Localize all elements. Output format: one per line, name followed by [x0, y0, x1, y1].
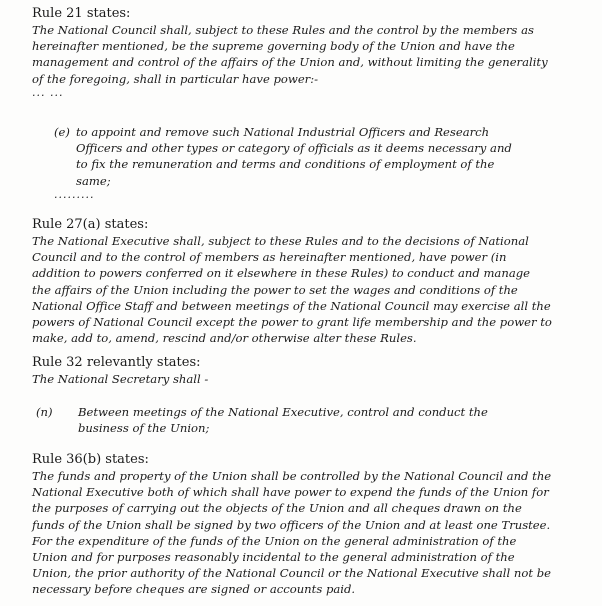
- rule-32-section: [32, 355, 552, 387]
- rule-21-item-e: [54, 124, 514, 201]
- rule-32-item-text: Between meetings of the National Executive, control and conduct the business of the Union;: [78, 405, 488, 436]
- rule-21-item-text: to appoint and remove such National Industrial Officers and Research Officers and other types or category of officials as it deems necessary and to fix the remuneration and terms and conditions of employment of the same;: [76, 125, 512, 188]
- rule-27a-text: The National Executive shall, subject to these Rules and to the decisions of National Council and to the control of members as hereinafter mentioned, have power (in addition to powers conferred on it elsewhere in these Rules) to conduct and manage the affairs of the Union including the power to set the wages and conditions of the National Office Staff and between meetings of the National Council may exercise all the powers of National Council except the power to grant life membership and the power to make, add to, amend, rescind and/or otherwise alter these Rules.: [32, 234, 552, 346]
- rule-36b-heading: Rule 36(b) states:: [32, 452, 149, 467]
- rule-21-ellipsis-after: .........: [54, 187, 95, 201]
- rule-36b-text: The funds and property of the Union shall be controlled by the National Council and the National Executive both of which shall have power to expend the funds of the Union for the purposes of carrying out the objects of the Union and all cheques drawn on the funds of the Union shall be signed by two officers of the Union and at least one Trustee. For the expenditure of the funds of the Union on the general administration of the Union and for purposes reasonably incidental to the general administration of the Union, the prior authority of the National Council or the National Executive shall not be necessary before cheques are signed or accounts paid.: [32, 469, 552, 597]
- rule-27a-section: [32, 217, 552, 346]
- rule-21-section: [32, 6, 552, 99]
- rule-32-item-n: [36, 404, 536, 436]
- rule-21-text: The National Council shall, subject to these Rules and the control by the members as hereinafter mentioned, be the supreme governing body of the Union and have the management and control of the affairs of the Union and, without limiting the generality of the foregoing, shall in particular have power:-: [32, 23, 548, 86]
- rule-21-item-label: (e): [54, 125, 70, 139]
- rule-32-heading: Rule 32 relevantly states:: [32, 355, 201, 370]
- rule-36b-section: [32, 452, 552, 598]
- rule-21-heading: Rule 21 states:: [32, 6, 131, 21]
- rule-27a-heading: Rule 27(a) states:: [32, 217, 149, 232]
- rule-32-intro: The National Secretary shall -: [32, 372, 209, 386]
- rule-21-ellipsis-before: ... ...: [32, 85, 64, 99]
- rule-32-item-label: (n): [36, 405, 53, 419]
